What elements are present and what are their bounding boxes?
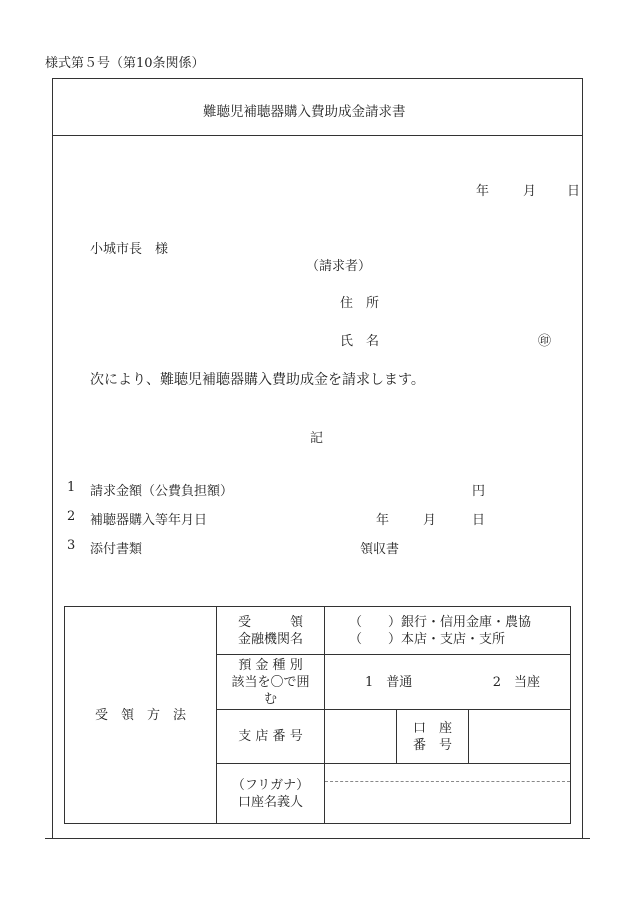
- seal-mark: ㊞: [538, 334, 552, 349]
- holder-name-area[interactable]: [325, 782, 570, 823]
- addressee: 小城市長 様: [90, 242, 169, 257]
- branch-number-field[interactable]: [325, 710, 397, 764]
- date-year-label: 年: [476, 184, 490, 199]
- request-statement: 次により、難聴児補聴器購入費助成金を請求します。: [90, 372, 425, 388]
- date-month-label: 月: [523, 184, 537, 199]
- deposit-type-label: 預 金 種 別 該当を〇で囲 む: [217, 655, 325, 710]
- item-3-label: 添付書類: [90, 542, 143, 557]
- bank-name-label: 受 領 金融機関名: [217, 607, 325, 655]
- receipt-method-label: 受 領 方 法: [65, 607, 217, 824]
- item-2-label: 補聴器購入等年月日: [90, 513, 208, 528]
- deposit-option-ordinary[interactable]: 1 普通: [365, 674, 413, 690]
- title-divider: [52, 135, 582, 136]
- item-2-day: 日: [472, 513, 486, 528]
- account-holder-field[interactable]: [325, 764, 571, 824]
- deposit-option-current[interactable]: 2 当座: [492, 674, 541, 690]
- claimant-label: （請求者）: [306, 259, 372, 274]
- bank-name-field[interactable]: （ ）銀行・信用金庫・農協 （ ）本店・支店・支所: [325, 607, 571, 655]
- item-1-unit: 円: [472, 484, 486, 499]
- bottom-rule: [45, 838, 590, 839]
- date-day-label: 日: [567, 184, 581, 199]
- item-2-month: 月: [423, 513, 437, 528]
- account-number-field[interactable]: [469, 710, 571, 764]
- receipt-method-table: [64, 606, 571, 824]
- item-3-number: 3: [67, 538, 76, 553]
- item-2-year: 年: [376, 513, 390, 528]
- name-label: 氏 名: [340, 334, 380, 349]
- furigana-line[interactable]: [325, 764, 570, 782]
- account-number-label: 口 座 番 号: [397, 710, 469, 764]
- form-title: 難聴児補聴器購入費助成金請求書: [203, 104, 406, 120]
- form-number: 様式第５号（第10条関係）: [45, 56, 205, 71]
- address-label: 住 所: [340, 296, 380, 311]
- item-1-number: 1: [67, 480, 76, 495]
- deposit-type-options[interactable]: [325, 655, 571, 710]
- item-1-label: 請求金額（公費負担額）: [90, 484, 234, 499]
- item-2-number: 2: [67, 509, 76, 524]
- branch-number-label: 支 店 番 号: [217, 710, 325, 764]
- account-holder-label: （フリガナ） 口座名義人: [217, 764, 325, 824]
- ki-heading: 記: [310, 431, 324, 446]
- item-3-value: 領収書: [360, 542, 400, 557]
